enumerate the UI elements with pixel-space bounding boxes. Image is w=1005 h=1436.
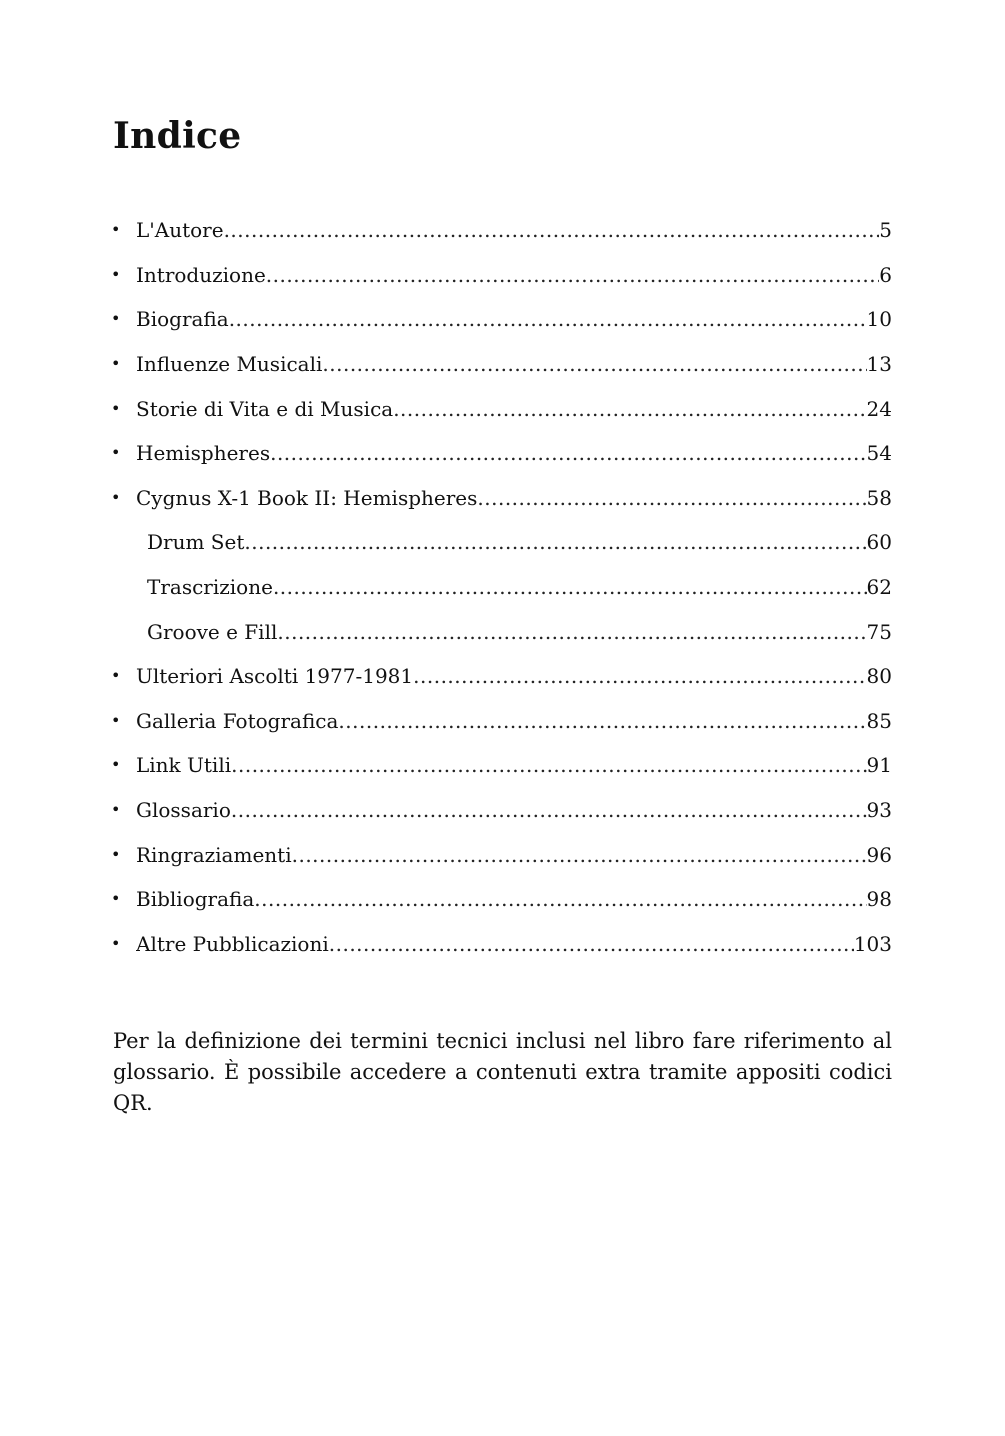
toc-entry[interactable] (111, 922, 892, 967)
toc-entry-label: Groove e Fill (147, 619, 278, 644)
glossary-note: Per la definizione dei termini tecnici inclusi nel libro fare riferimento al glossario. È possibile accedere a contenuti extra tramite appositi codici QR. (113, 1029, 892, 1115)
bullet-icon: • (111, 309, 121, 329)
toc-page-number: 6 (879, 262, 892, 287)
bullet-icon: • (111, 220, 121, 240)
bullet-icon: • (111, 264, 121, 284)
toc-entry-label: Galleria Fotografica (136, 708, 339, 733)
table-of-contents (111, 208, 892, 966)
bullet-icon: • (111, 487, 121, 507)
toc-entry[interactable] (111, 208, 892, 253)
bullet-icon: • (111, 666, 121, 686)
bullet-icon: • (111, 443, 121, 463)
toc-entry-line (136, 709, 892, 733)
bullet-icon: • (111, 398, 121, 418)
dot-leader (273, 575, 867, 599)
toc-entry-label: Biografia (136, 307, 229, 332)
dot-leader (244, 530, 866, 554)
toc-entry[interactable] (111, 877, 892, 922)
toc-page-number: 85 (866, 708, 892, 733)
toc-entry[interactable] (111, 253, 892, 298)
dot-leader (229, 307, 867, 331)
toc-entry[interactable] (111, 832, 892, 877)
bullet-icon: • (111, 800, 121, 820)
dot-leader (393, 397, 866, 421)
bullet-icon: • (111, 755, 121, 775)
toc-entry-label: Ringraziamenti (136, 842, 292, 867)
dot-leader (292, 843, 867, 867)
toc-entry-label: Altre Pubblicazioni (136, 931, 329, 956)
dot-leader (224, 218, 880, 242)
toc-entry-line (136, 263, 892, 287)
dot-leader (270, 441, 866, 465)
toc-entry-label: Introduzione (136, 262, 266, 287)
toc-page-number: 10 (866, 307, 892, 332)
dot-leader (231, 798, 867, 822)
toc-entry[interactable] (111, 654, 892, 699)
toc-entry-label: Ulteriori Ascolti 1977-1981 (136, 664, 414, 689)
bullet-icon: • (111, 844, 121, 864)
toc-page-number: 96 (866, 842, 892, 867)
toc-entry-line (111, 620, 892, 644)
toc-entry-line (136, 307, 892, 331)
toc-entry-line (136, 753, 892, 777)
toc-entry[interactable] (111, 342, 892, 387)
toc-entry[interactable] (111, 476, 892, 521)
toc-entry[interactable] (111, 297, 892, 342)
toc-page-number: 13 (866, 352, 892, 377)
toc-entry-label: Link Utili (136, 753, 232, 778)
dot-leader (322, 352, 866, 376)
toc-entry-label: Influenze Musicali (136, 352, 323, 377)
toc-page-number: 60 (866, 530, 892, 555)
toc-entry[interactable] (111, 743, 892, 788)
toc-entry-line (136, 843, 892, 867)
toc-entry[interactable] (111, 609, 892, 654)
toc-entry-line (136, 486, 892, 510)
toc-entry-line (136, 887, 892, 911)
dot-leader (254, 887, 866, 911)
toc-entry-label: Hemispheres (136, 441, 271, 466)
toc-entry-line (136, 352, 892, 376)
toc-entry-label: Trascrizione (147, 575, 273, 600)
dot-leader (338, 709, 866, 733)
toc-entry-label: Storie di Vita e di Musica (136, 396, 394, 421)
toc-entry-label: L'Autore (136, 218, 224, 243)
dot-leader (277, 620, 866, 644)
toc-page-number: 5 (879, 218, 892, 243)
toc-entry-label: Drum Set (147, 530, 245, 555)
toc-entry-label: Bibliografia (136, 887, 255, 912)
dot-leader (231, 753, 866, 777)
toc-page-number: 24 (866, 396, 892, 421)
toc-entry-line (111, 575, 892, 599)
dot-leader (413, 664, 866, 688)
toc-page-number: 93 (866, 798, 892, 823)
bullet-icon: • (111, 933, 121, 953)
bullet-icon: • (111, 889, 121, 909)
toc-page-number: 98 (866, 887, 892, 912)
page-title: Indice (113, 115, 242, 157)
toc-entry-line (136, 798, 892, 822)
toc-entry-line (136, 397, 892, 421)
toc-entry[interactable] (111, 699, 892, 744)
toc-page-number: 103 (853, 931, 892, 956)
toc-page-number: 91 (866, 753, 892, 778)
toc-entry-label: Cygnus X-1 Book II: Hemispheres (136, 485, 478, 510)
toc-entry[interactable] (111, 431, 892, 476)
toc-page-number: 75 (866, 619, 892, 644)
dot-leader (329, 932, 854, 956)
toc-entry-line (111, 530, 892, 554)
toc-entry[interactable] (111, 520, 892, 565)
toc-entry-line (136, 441, 892, 465)
toc-page-number: 54 (866, 441, 892, 466)
dot-leader (477, 486, 866, 510)
bullet-icon: • (111, 710, 121, 730)
toc-page-number: 80 (866, 664, 892, 689)
toc-page-number: 62 (866, 575, 892, 600)
toc-entry[interactable] (111, 788, 892, 833)
toc-entry-label: Glossario (136, 798, 231, 823)
toc-page-number: 58 (866, 485, 892, 510)
toc-entry-line (136, 664, 892, 688)
dot-leader (266, 263, 879, 287)
toc-entry-line (136, 218, 892, 242)
toc-entry-line (136, 932, 892, 956)
toc-entry[interactable] (111, 386, 892, 431)
bullet-icon: • (111, 354, 121, 374)
toc-entry[interactable] (111, 565, 892, 610)
